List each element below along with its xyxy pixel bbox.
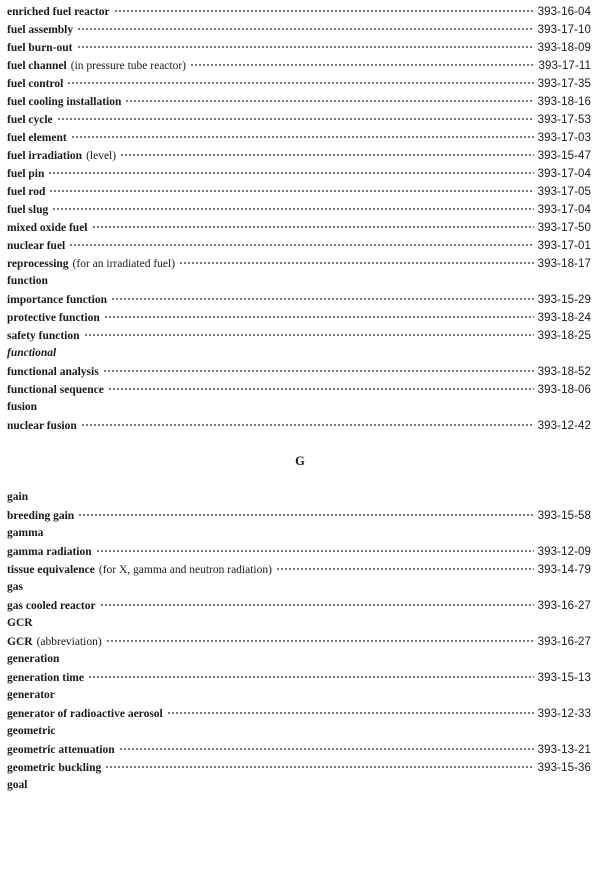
entry-term: fuel channel: [7, 59, 67, 72]
dot-leader: [179, 255, 534, 267]
entry-term: importance function: [7, 293, 107, 306]
index-keyword: [7, 345, 591, 361]
index-keyword: [7, 777, 591, 793]
index-entry: [7, 201, 591, 217]
index-entry: [7, 741, 591, 757]
index-entry: [7, 327, 591, 343]
index-entry: [7, 705, 591, 721]
index-entry: [7, 291, 591, 307]
entry-term: fuel burn-out: [7, 41, 73, 54]
dot-leader: [167, 705, 534, 717]
index-keyword: [7, 615, 591, 631]
dot-leader: [96, 543, 534, 555]
index-entry: [7, 759, 591, 775]
entry-code: 393-12-42: [537, 419, 591, 432]
index-entry: [7, 111, 591, 127]
entry-code: 393-18-17: [537, 257, 591, 270]
index-entry: [7, 21, 591, 37]
entry-code: 393-17-01: [537, 239, 591, 252]
index-keyword: [7, 579, 591, 595]
index-entry: [7, 309, 591, 325]
entry-qualifier: (abbreviation): [36, 635, 102, 648]
index-entry: [7, 381, 591, 397]
entry-term: fuel control: [7, 77, 64, 90]
index-entry: [7, 219, 591, 235]
entry-term: nuclear fuel: [7, 239, 66, 252]
entry-code: 393-17-04: [537, 167, 591, 180]
entry-code: 393-16-27: [537, 599, 591, 612]
dot-leader: [77, 39, 534, 51]
entry-code: 393-17-03: [537, 131, 591, 144]
index-keyword: [7, 723, 591, 739]
entry-term: protective function: [7, 311, 100, 324]
keyword-term: GCR: [7, 617, 33, 629]
entry-code: 393-12-09: [537, 545, 591, 558]
keyword-term: goal: [7, 779, 28, 791]
dot-leader: [81, 417, 534, 429]
dot-leader: [100, 597, 534, 609]
index-entry: [7, 543, 591, 559]
entry-code: 393-18-16: [537, 95, 591, 108]
keyword-term: generator: [7, 689, 55, 701]
entry-term: mixed oxide fuel: [7, 221, 88, 234]
index-entry: [7, 633, 591, 649]
entry-term: fuel cycle: [7, 113, 53, 126]
keyword-term: function: [7, 275, 48, 287]
dot-leader: [104, 309, 534, 321]
entry-code: 393-18-24: [537, 311, 591, 324]
dot-leader: [120, 147, 534, 159]
entry-term: fuel pin: [7, 167, 45, 180]
dot-leader: [108, 381, 534, 393]
entry-code: 393-15-13: [537, 671, 591, 684]
index-entry: [7, 147, 591, 163]
index-entry: [7, 165, 591, 181]
index-keyword: [7, 651, 591, 667]
index-entry: [7, 237, 591, 253]
entry-code: 393-17-53: [537, 113, 591, 126]
entry-code: 393-15-36: [537, 761, 591, 774]
index-entry: [7, 3, 591, 19]
dot-leader: [111, 291, 534, 303]
dot-leader: [114, 3, 534, 15]
index-keyword: [7, 399, 591, 415]
index-keyword: [7, 489, 591, 505]
index-keyword: [7, 273, 591, 289]
index-entry: [7, 669, 591, 685]
entry-term: reprocessing: [7, 257, 69, 270]
entry-code: 393-17-11: [538, 59, 591, 72]
entry-term: nuclear fusion: [7, 419, 77, 432]
dot-leader: [92, 219, 534, 231]
entry-code: 393-16-27: [537, 635, 591, 648]
index-entry: [7, 255, 591, 271]
index-entry: [7, 597, 591, 613]
dot-leader: [84, 327, 534, 339]
entry-code: 393-17-35: [537, 77, 591, 90]
entry-code: 393-17-10: [537, 23, 591, 36]
entry-term: fuel cooling installation: [7, 95, 122, 108]
entry-code: 393-18-06: [537, 383, 591, 396]
entry-code: 393-14-79: [537, 563, 591, 576]
entry-code: 393-18-09: [537, 41, 591, 54]
index-entry: [7, 57, 591, 73]
section-heading: G: [295, 454, 305, 468]
index-entry: [7, 75, 591, 91]
entry-term: gas cooled reactor: [7, 599, 96, 612]
entry-term: tissue equivalence: [7, 563, 95, 576]
entry-code: 393-18-52: [537, 365, 591, 378]
entry-term: geometric attenuation: [7, 743, 115, 756]
dot-leader: [88, 669, 534, 681]
index-entry: [7, 129, 591, 145]
entry-term: fuel assembly: [7, 23, 74, 36]
entry-term: fuel slug: [7, 203, 49, 216]
dot-leader: [49, 183, 533, 195]
keyword-term: gain: [7, 491, 29, 503]
entry-code: 393-17-05: [537, 185, 591, 198]
entry-code: 393-15-58: [537, 509, 591, 522]
entry-code: 393-12-33: [537, 707, 591, 720]
entry-code: 393-15-29: [537, 293, 591, 306]
index-entry: [7, 363, 591, 379]
entry-term: geometric buckling: [7, 761, 102, 774]
dot-leader: [67, 75, 533, 87]
dot-leader: [52, 201, 533, 213]
index-entry: [7, 417, 591, 433]
entry-term: enriched fuel reactor: [7, 5, 110, 18]
dot-leader: [105, 759, 533, 771]
entry-term: GCR: [7, 635, 33, 648]
entry-code: 393-17-50: [537, 221, 591, 234]
dot-leader: [190, 57, 535, 69]
entry-term: breeding gain: [7, 509, 75, 522]
index-keyword: [7, 687, 591, 703]
dot-leader: [78, 507, 533, 519]
dot-leader: [48, 165, 533, 177]
dot-leader: [103, 363, 534, 375]
entry-term: fuel rod: [7, 185, 46, 198]
entry-code: 393-18-25: [537, 329, 591, 342]
keyword-term: fusion: [7, 401, 38, 413]
keyword-term: gamma: [7, 527, 44, 539]
entry-qualifier: (for X, gamma and neutron radiation): [98, 563, 272, 576]
entry-term: generation time: [7, 671, 84, 684]
dot-leader: [69, 237, 533, 249]
entry-code: 393-17-04: [537, 203, 591, 216]
entry-term: functional analysis: [7, 365, 99, 378]
entry-qualifier: (for an irradiated fuel): [72, 257, 176, 270]
keyword-term: gas: [7, 581, 23, 593]
entry-term: gamma radiation: [7, 545, 92, 558]
entry-term: functional sequence: [7, 383, 104, 396]
keyword-term: generation: [7, 653, 60, 665]
index-entry: [7, 183, 591, 199]
entry-term: fuel irradiation: [7, 149, 83, 162]
dot-leader: [77, 21, 534, 33]
index-keyword: [7, 525, 591, 541]
dot-leader: [125, 93, 533, 105]
entry-term: fuel element: [7, 131, 67, 144]
entry-term: safety function: [7, 329, 80, 342]
keyword-term: geometric: [7, 725, 56, 737]
entry-term: generator of radioactive aerosol: [7, 707, 163, 720]
dot-leader: [119, 741, 534, 753]
dot-leader: [71, 129, 534, 141]
entry-code: 393-16-04: [537, 5, 591, 18]
keyword-term: functional: [7, 347, 57, 359]
index-entry: [7, 507, 591, 523]
entry-code: 393-15-47: [537, 149, 591, 162]
index-entry: [7, 561, 591, 577]
dot-leader: [57, 111, 534, 123]
entry-code: 393-13-21: [537, 743, 591, 756]
entry-qualifier: (in pressure tube reactor): [70, 59, 187, 72]
entry-qualifier: (level): [86, 149, 117, 162]
index-entry: [7, 39, 591, 55]
dot-leader: [276, 561, 534, 573]
index-entry: [7, 93, 591, 109]
dot-leader: [106, 633, 534, 645]
